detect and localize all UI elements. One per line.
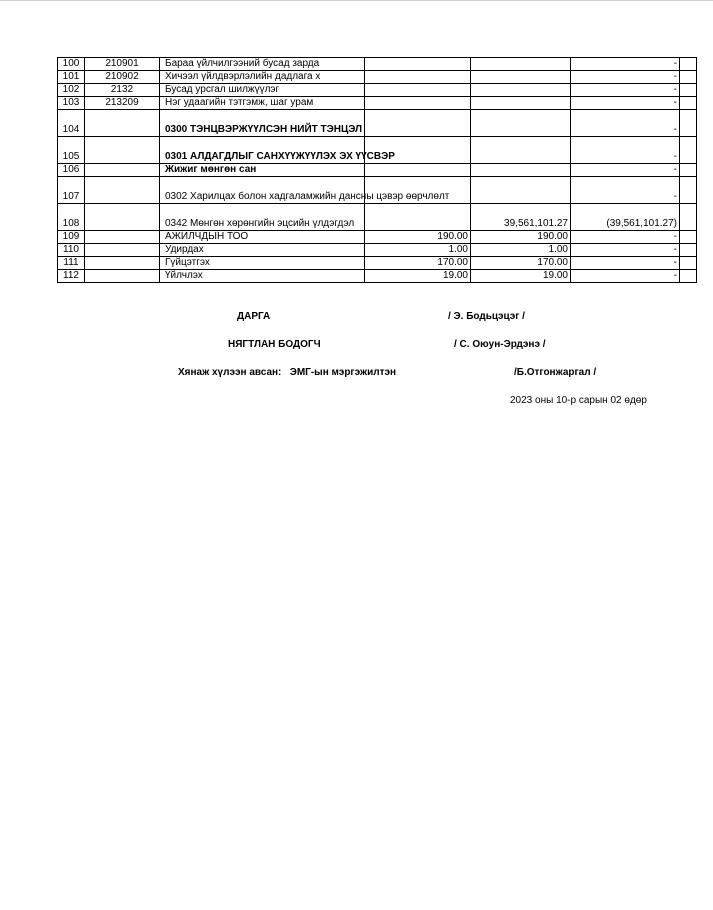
value-col-3: -: [571, 244, 680, 257]
row-number: 112: [58, 270, 85, 283]
accountant-name: / С. Оюун-Эрдэнэ /: [454, 339, 546, 350]
value-col-1: 190.00: [365, 231, 471, 244]
row-number: 104: [58, 110, 85, 137]
value-col-2: [471, 177, 571, 204]
empty-cell: [680, 71, 697, 84]
empty-cell: [680, 164, 697, 177]
value-col-3: -: [571, 84, 680, 97]
accountant-title: НЯГТЛАН БОДОГЧ: [228, 339, 321, 350]
director-title: ДАРГА: [237, 311, 271, 322]
account-code: [85, 270, 160, 283]
table-row: [58, 110, 697, 137]
table-row: [58, 84, 697, 97]
value-col-2: [471, 84, 571, 97]
row-number: 105: [58, 137, 85, 164]
row-number: 107: [58, 177, 85, 204]
empty-cell: [680, 270, 697, 283]
value-col-1: [365, 204, 471, 231]
account-name: Бараа үйлчилгээний бусад зарда: [160, 58, 365, 71]
account-name: Хичээл үйлдвэрлэлийн дадлага х: [160, 71, 365, 84]
account-code: 210901: [85, 58, 160, 71]
table-row: [58, 164, 697, 177]
value-col-1: [365, 97, 471, 110]
value-col-2: [471, 71, 571, 84]
value-col-2: [471, 97, 571, 110]
empty-cell: [680, 110, 697, 137]
value-col-1: [365, 58, 471, 71]
empty-cell: [680, 244, 697, 257]
empty-cell: [680, 58, 697, 71]
value-col-2: [471, 137, 571, 164]
value-col-3: -: [571, 71, 680, 84]
account-code: 210902: [85, 71, 160, 84]
empty-cell: [680, 137, 697, 164]
row-number: 103: [58, 97, 85, 110]
empty-cell: [680, 97, 697, 110]
value-col-3: -: [571, 137, 680, 164]
account-name: 0301 АЛДАГДЛЫГ САНХҮҮЖҮҮЛЭХ ЭХ ҮҮСВЭР: [160, 137, 365, 164]
value-col-3: -: [571, 58, 680, 71]
account-code: [85, 164, 160, 177]
value-col-2: 39,561,101.27: [471, 204, 571, 231]
value-col-3: -: [571, 110, 680, 137]
empty-cell: [680, 177, 697, 204]
account-code: [85, 244, 160, 257]
account-code: [85, 204, 160, 231]
value-col-2: 19.00: [471, 270, 571, 283]
director-name: / Э. Бодьцэцэг /: [448, 311, 525, 322]
row-number: 101: [58, 71, 85, 84]
account-name: АЖИЛЧДЫН ТОО: [160, 231, 365, 244]
account-code: [85, 257, 160, 270]
value-col-3: (39,561,101.27): [571, 204, 680, 231]
reviewer-title: Хянаж хүлээн авсан: ЭМГ-ын мэргэжилтэн: [178, 367, 397, 378]
account-code: [85, 110, 160, 137]
row-number: 108: [58, 204, 85, 231]
value-col-1: 19.00: [365, 270, 471, 283]
account-name: 0342 Мөнгөн хөрөнгийн эцсийн үлдэгдэл: [160, 204, 365, 231]
value-col-3: -: [571, 97, 680, 110]
table-row: [58, 231, 697, 244]
value-col-1: 170.00: [365, 257, 471, 270]
table-row: [58, 177, 697, 204]
value-col-2: [471, 164, 571, 177]
value-col-3: -: [571, 164, 680, 177]
value-col-1: 1.00: [365, 244, 471, 257]
top-border: [0, 0, 713, 1]
value-col-3: -: [571, 257, 680, 270]
account-name: Гүйцэтгэх: [160, 257, 365, 270]
row-number: 102: [58, 84, 85, 97]
value-col-2: 1.00: [471, 244, 571, 257]
account-name: 0302 Харилцах болон хадгаламжийн дансны цэвэр өөрчлөлт: [160, 177, 365, 204]
account-code: [85, 231, 160, 244]
table-row: [58, 204, 697, 231]
account-code: [85, 177, 160, 204]
empty-cell: [680, 257, 697, 270]
row-number: 110: [58, 244, 85, 257]
row-number: 109: [58, 231, 85, 244]
table-body: [58, 58, 697, 283]
table-row: [58, 257, 697, 270]
budget-report-table: [57, 57, 697, 283]
value-col-2: [471, 110, 571, 137]
value-col-3: -: [571, 231, 680, 244]
row-number: 100: [58, 58, 85, 71]
empty-cell: [680, 204, 697, 231]
value-col-2: [471, 58, 571, 71]
value-col-3: -: [571, 270, 680, 283]
account-code: 213209: [85, 97, 160, 110]
value-col-1: [365, 164, 471, 177]
account-name: Бусад урсгал шилжүүлэг: [160, 84, 365, 97]
empty-cell: [680, 84, 697, 97]
account-name: Нэг удаагийн тэтгэмж, шаг урам: [160, 97, 365, 110]
reviewer-name: /Б.Отгонжаргал /: [514, 367, 597, 378]
value-col-2: 170.00: [471, 257, 571, 270]
row-number: 106: [58, 164, 85, 177]
value-col-1: [365, 84, 471, 97]
table-row: [58, 71, 697, 84]
table-row: [58, 244, 697, 257]
table-row: [58, 97, 697, 110]
value-col-3: -: [571, 177, 680, 204]
account-name: Жижиг мөнгөн сан: [160, 164, 365, 177]
account-name: Удирдах: [160, 244, 365, 257]
account-code: 2132: [85, 84, 160, 97]
value-col-1: [365, 71, 471, 84]
row-number: 111: [58, 257, 85, 270]
table-row: [58, 270, 697, 283]
table-row: [58, 58, 697, 71]
table-row: [58, 137, 697, 164]
account-code: [85, 137, 160, 164]
report-date: 2023 оны 10-р сарын 02 өдөр: [510, 395, 647, 406]
account-name: Үйлчлэх: [160, 270, 365, 283]
empty-cell: [680, 231, 697, 244]
value-col-1: [365, 110, 471, 137]
account-name: 0300 ТЭНЦВЭРЖҮҮЛСЭН НИЙТ ТЭНЦЭЛ: [160, 110, 365, 137]
value-col-2: 190.00: [471, 231, 571, 244]
